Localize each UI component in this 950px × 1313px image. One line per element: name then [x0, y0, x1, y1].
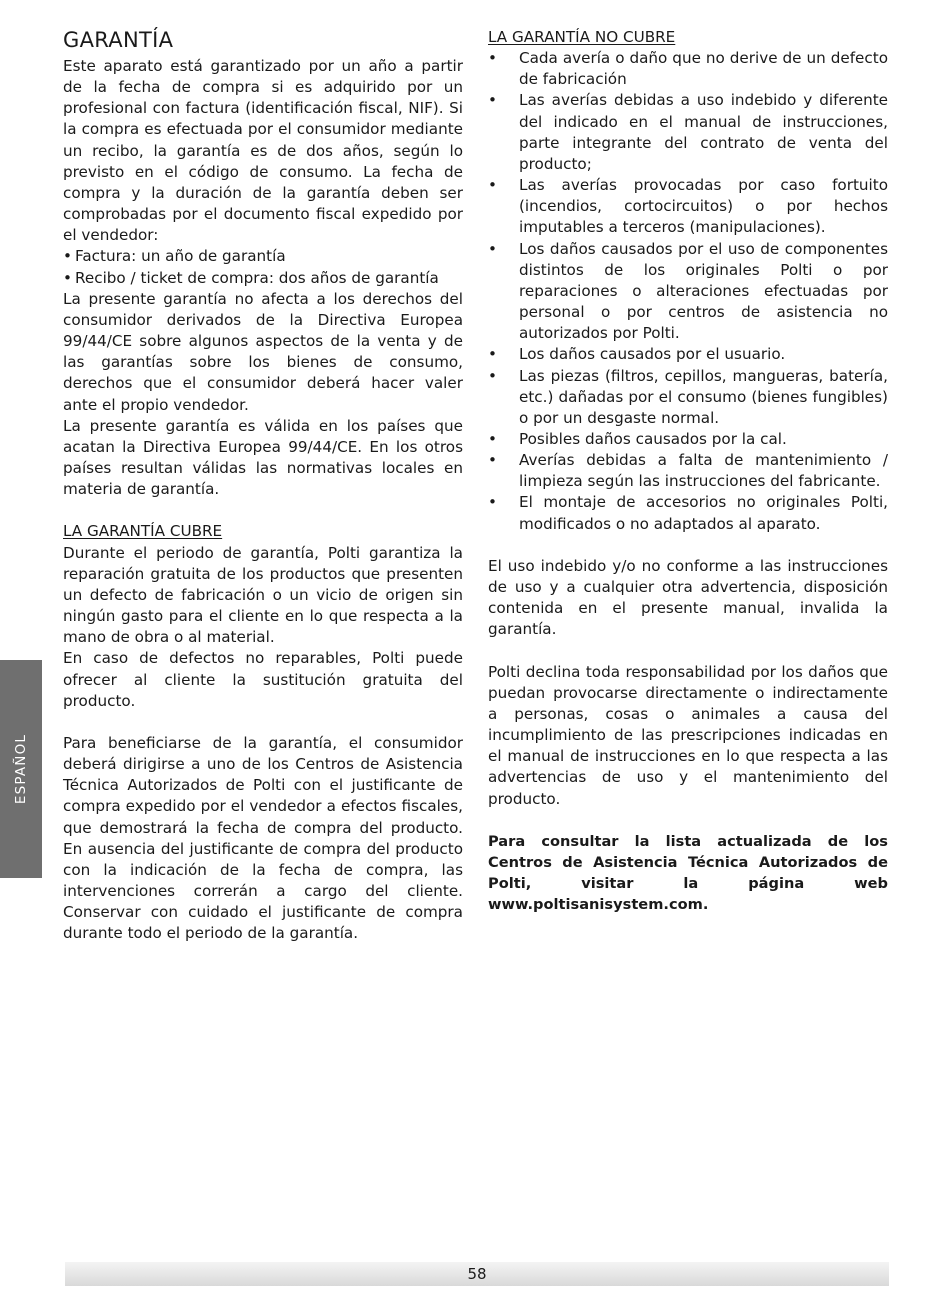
covers-paragraph-repair: Durante el periodo de garantía, Polti garantiza la reparación gratuita de los productos que presenten un defecto de fabricación o un vicio de origen sin ningún gasto para el cliente en lo que respecta a la mano de obra o al material.	[63, 543, 463, 647]
bullet-icon: •	[488, 366, 497, 385]
footer-bar	[65, 1262, 889, 1286]
bullet-icon: •	[488, 49, 497, 68]
liability-paragraph: Polti declina toda responsabilidad por los daños que puedan provocarse directamente o indirectamente a personas, cosas o animales a causa del incumplimiento de las prescripciones indicadas en el manual de instrucciones en lo que respecta a las advertencias de uso y el mantenimiento del producto.	[488, 662, 888, 808]
service-centers-notice: Para consultar la lista actualizada de los Centros de Asistencia Técnica Autorizados de Polti, visitar la página web www.poltisanisystem.com.	[488, 832, 888, 914]
list-item: • Posibles daños causados por la cal.	[488, 429, 888, 450]
list-item: • Los daños causados por el usuario.	[488, 344, 888, 365]
left-column	[63, 27, 463, 945]
language-tab-label: ESPAÑOL	[13, 733, 29, 805]
language-side-tab	[0, 660, 42, 878]
misuse-paragraph: El uso indebido y/o no conforme a las instrucciones de uso y a cualquier otra advertencia, disposición contenida en el presente manual, invalida la garantía.	[488, 556, 888, 639]
bullet-icon: •	[488, 429, 497, 448]
bullet-icon: •	[488, 91, 497, 110]
covers-paragraph-procedure: Para beneficiarse de la garantía, el consumidor deberá dirigirse a uno de los Centros de Asistencia Técnica Autorizados de Polti con el justificante de compra expedido por el vendedor a efectos fiscales, que demostrará la fecha de compra del producto. En ausencia del justificante de compra del producto con la indicación de la fecha de compra, las intervenciones correrán a cargo del cliente. Conservar con cuidado el justificante de compra durante todo el periodo de la garantía.	[63, 733, 463, 943]
page-title: GARANTÍA	[63, 28, 174, 52]
bullet-icon: •	[488, 239, 497, 258]
right-column	[488, 27, 888, 916]
list-item: • Factura: un año de garantía	[63, 246, 463, 267]
bullet-icon: •	[488, 451, 497, 470]
warranty-intro: Este aparato está garantizado por un año a partir de la fecha de compra si es adquirido por un profesional con factura (identificación fiscal, NIF). Si la compra es efectuada por el consumidor mediante un recibo, la garantía es de dos años, según lo previsto en el código de consumo. La fecha de compra y la duración de la garantía deben ser comprobadas por el documento fiscal expedido por el vendedor:	[63, 57, 463, 245]
bullet-icon: •	[488, 345, 497, 364]
covers-heading: LA GARANTÍA CUBRE	[63, 522, 223, 541]
covers-paragraph-replacement: En caso de defectos no reparables, Polti puede ofrecer al cliente la sustitución gratuita del producto.	[63, 649, 463, 710]
countries-paragraph: La presente garantía es válida en los países que acatan la Directiva Europea 99/44/CE. En los otros países resultan válidas las normativas locales en materia de garantía.	[63, 416, 463, 499]
list-item: • Los daños causados por el uso de componentes distintos de los originales Polti o por reparaciones o alteraciones efectuadas por personal o por centros de asistencia no autorizados por Polti.	[488, 239, 888, 345]
list-item: • Averías debidas a falta de mantenimiento / limpieza según las instrucciones del fabricante.	[488, 450, 888, 492]
bullet-icon: •	[488, 493, 497, 512]
list-item: • El montaje de accesorios no originales Polti, modificados o no adaptados al aparato.	[488, 492, 888, 534]
list-item: • Recibo / ticket de compra: dos años de garantía	[63, 268, 463, 289]
page-number: 58	[467, 1265, 487, 1283]
list-item-text: Recibo / ticket de compra: dos años de garantía	[75, 268, 439, 287]
list-item: • Las piezas (filtros, cepillos, mangueras, batería, etc.) dañadas por el consumo (bienes fungibles) o por un desgaste normal.	[488, 366, 888, 429]
not-covered-heading: LA GARANTÍA NO CUBRE	[488, 28, 676, 46]
directive-paragraph: La presente garantía no afecta a los derechos del consumidor derivados de la Directiva Europea 99/44/CE sobre algunos aspectos de la venta y de las garantías sobre los bienes de consumo, derechos que el consumidor deberá hacer valer ante el propio vendedor.	[63, 289, 463, 414]
not-covered-list	[488, 48, 888, 535]
bullet-icon: •	[488, 176, 497, 195]
list-item: • Cada avería o daño que no derive de un defecto de fabricación	[488, 48, 888, 90]
list-item: • Las averías provocadas por caso fortuito (incendios, cortocircuitos) o por hechos imputables a terceros (manipulaciones).	[488, 175, 888, 238]
list-item: • Las averías debidas a uso indebido y diferente del indicado en el manual de instrucciones, parte integrante del contrato de venta del producto;	[488, 90, 888, 175]
list-item-text: Factura: un año de garantía	[75, 247, 286, 266]
